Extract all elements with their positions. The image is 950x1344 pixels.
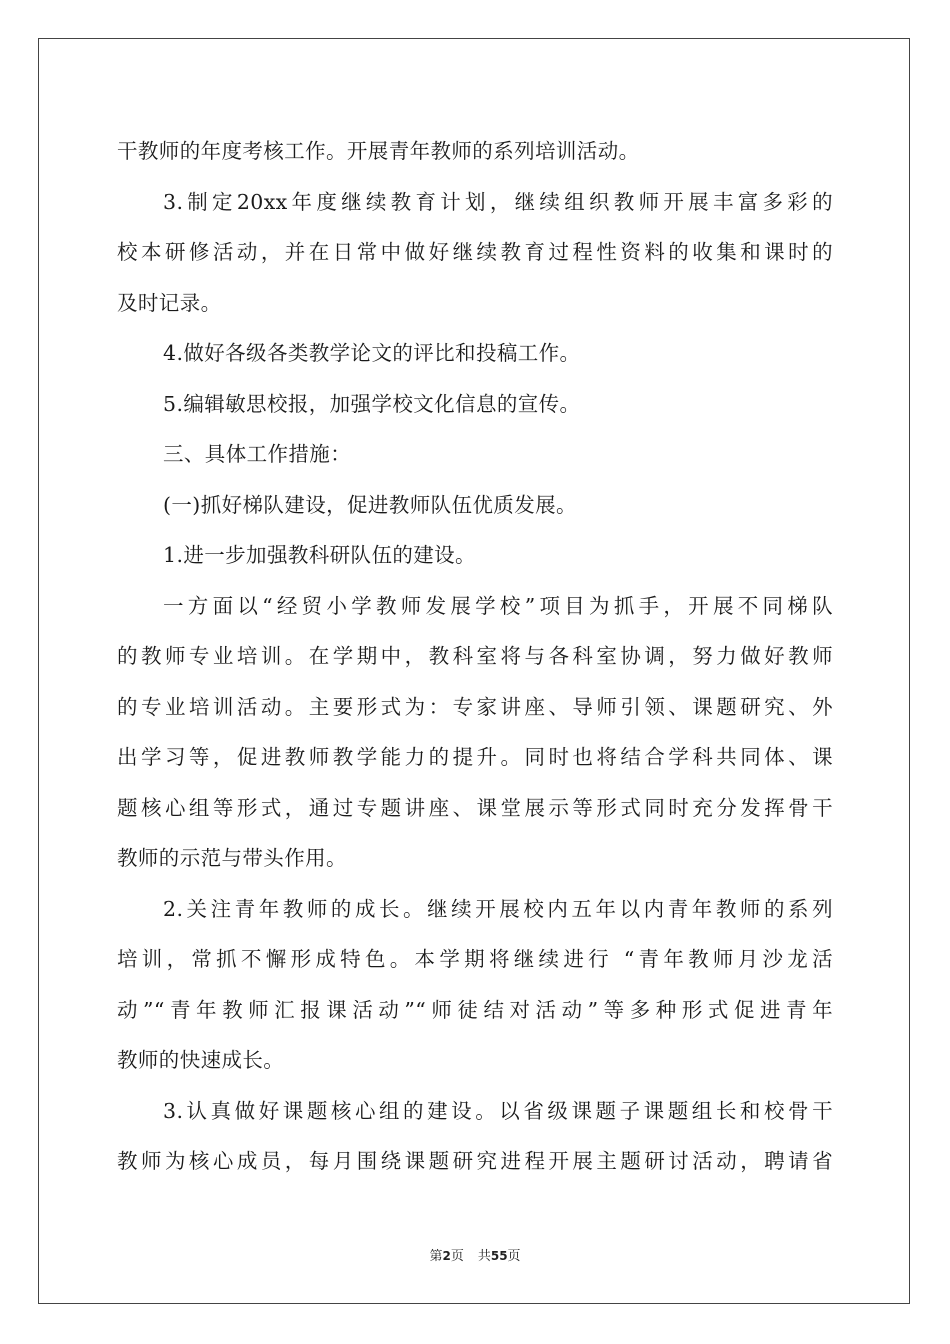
text-line: 出学习等，促进教师教学能力的提升。同时也将结合学科共同体、课 [117,745,833,769]
text-line: 4.做好各级各类教学论文的评比和投稿工作。 [163,341,581,365]
page-number: 2 [442,1249,451,1263]
section-heading: 三、具体工作措施： [163,442,352,466]
document-body [117,126,833,1187]
text-line: 教师为核心成员，每月围绕课题研究进程开展主题研讨活动，聘请省 [117,1149,833,1173]
total-prefix: 共 [477,1249,491,1264]
page-prefix: 第 [429,1249,443,1264]
text-line: 3.认真做好课题核心组的建设。以省级课题子课题组长和校骨干 [163,1098,833,1123]
text-line: 的专业培训活动。主要形式为：专家讲座、导师引领、课题研究、外 [117,694,833,719]
subsection-heading: (一)抓好梯队建设，促进教师队伍优质发展。 [163,492,577,517]
text-line: 2.关注青年教师的成长。继续开展校内五年以内青年教师的系列 [163,896,833,921]
total-pages: 55 [490,1249,508,1263]
text-line: 题核心组等形式，通过专题讲座、课堂展示等形式同时充分发挥骨干 [117,795,833,820]
page-footer [0,1247,950,1266]
text-line: 5.编辑敏思校报，加强学校文化信息的宣传。 [163,391,581,416]
text-line: 培训，常抓不懈形成特色。本学期将继续进行 “青年教师月沙龙活 [117,947,833,971]
page-suffix: 页 [450,1249,464,1264]
text-line: 的教师专业培训。在学期中，教科室将与各科室协调，努力做好教师 [117,644,833,668]
text-line: 1.进一步加强教科研队伍的建设。 [163,543,476,567]
text-line: 校本研修活动，并在日常中做好继续教育过程性资料的收集和课时的 [117,240,833,264]
text-line: 3.制定20xx年度继续教育计划，继续组织教师开展丰富多彩的 [163,189,833,214]
text-line: 一方面以“经贸小学教师发展学校”项目为抓手，开展不同梯队 [163,593,833,618]
text-line: 及时记录。 [117,290,222,315]
text-line: 干教师的年度考核工作。开展青年教师的系列培训活动。 [117,139,640,163]
total-suffix: 页 [507,1249,521,1264]
text-line: 教师的快速成长。 [117,1048,285,1072]
text-line: 动”“青年教师汇报课活动”“师徒结对活动”等多种形式促进青年 [117,997,833,1022]
text-line: 教师的示范与带头作用。 [117,846,347,870]
